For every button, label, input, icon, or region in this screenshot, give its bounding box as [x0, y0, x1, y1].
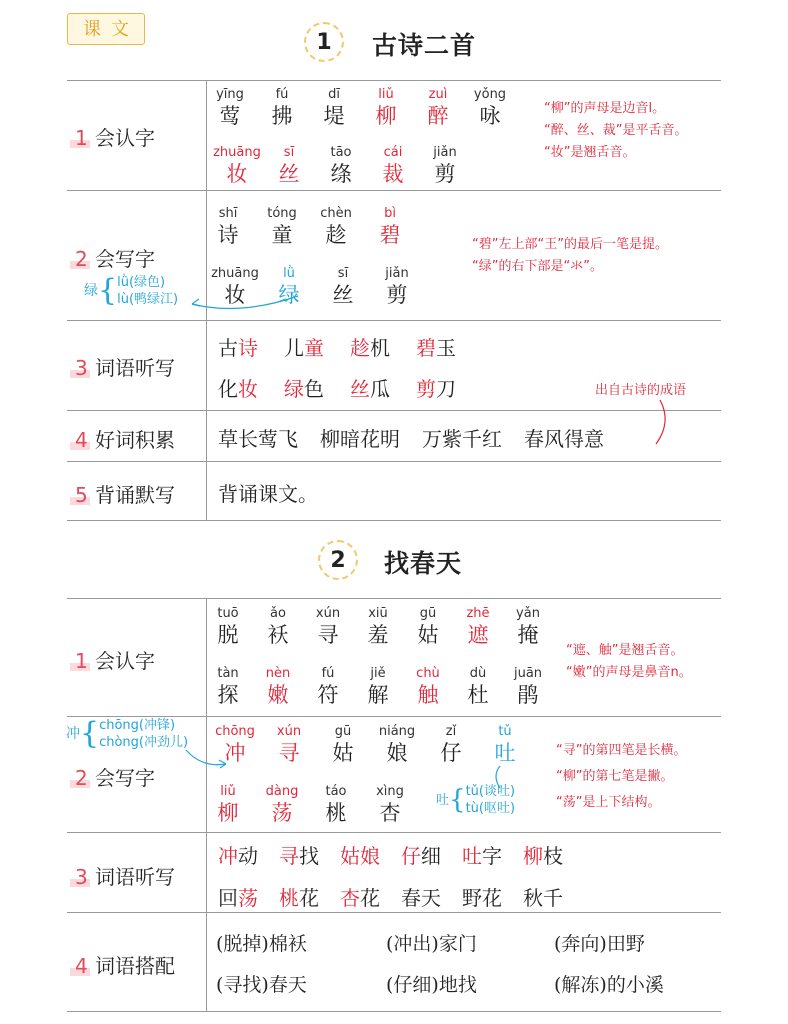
hanzi: 柳 [217, 801, 239, 825]
pinyin: zhuāng [211, 266, 259, 281]
char-cell [413, 86, 463, 129]
pinyin: dàng [265, 784, 299, 799]
pinyin: yīng [216, 87, 244, 102]
char-cell [257, 86, 307, 129]
table-rule [67, 832, 721, 833]
hanzi: 鹃 [517, 683, 539, 707]
pinyin: xìng [376, 784, 404, 799]
char-cell [426, 723, 476, 766]
word-char: 姑 [340, 844, 360, 868]
char-cell [303, 605, 353, 648]
pinyin: xún [276, 724, 302, 739]
lesson-number: 1 [304, 22, 344, 62]
hanzi: 遮 [467, 623, 489, 647]
note-text: “绿”的右下部是“氺”。 [472, 259, 603, 274]
hanzi: 丝 [278, 162, 300, 186]
char-cell [372, 723, 422, 766]
recite-text: 背诵课文。 [218, 482, 318, 506]
hanzi: 嫩 [267, 683, 289, 707]
match-item: (冲出)家门 [386, 933, 477, 955]
word-char: 色 [304, 377, 324, 401]
word [218, 373, 258, 402]
word-char: 童 [304, 336, 324, 360]
word-char: 瓜 [370, 377, 390, 401]
hanzi: 探 [217, 683, 239, 707]
char-cell [353, 605, 403, 648]
polyphone-reading: tù(呕吐) [465, 801, 516, 816]
word-char: 古 [218, 336, 238, 360]
word-char: 绿 [284, 377, 304, 401]
char-cell [205, 86, 255, 129]
word: 万紫千红 [422, 427, 502, 451]
pinyin: sī [337, 266, 349, 281]
char-cell [420, 144, 470, 187]
hanzi: 柳 [375, 104, 397, 128]
char-cell [203, 665, 253, 708]
word-char: 妆 [238, 377, 258, 401]
word-line [218, 423, 604, 452]
word-char: 字 [482, 844, 502, 868]
pinyin: tāo [330, 145, 352, 160]
pinyin: táo [325, 784, 347, 799]
word [523, 882, 563, 911]
hanzi: 荡 [271, 801, 293, 825]
pinyin: nèn [265, 666, 291, 681]
char-line [203, 605, 553, 648]
word-char: 枝 [543, 844, 563, 868]
hanzi: 拂 [271, 104, 293, 128]
note-box [544, 98, 687, 164]
word [350, 373, 390, 402]
note-text: “寻”的第四笔是长横。 [556, 743, 687, 758]
polyphone-reading: lù(鸭绿江) [117, 292, 179, 307]
word [284, 332, 324, 361]
pinyin: zuì [428, 87, 448, 102]
char-cell [203, 605, 253, 648]
hanzi: 裁 [382, 162, 404, 186]
pinyin: zǐ [445, 724, 457, 739]
word: 草长莺飞 [218, 427, 298, 451]
pinyin: lǜ [283, 266, 295, 281]
row-label: 1 会认字 [75, 649, 155, 673]
match-item: (脱掉)棉袄 [216, 933, 307, 955]
table-rule [67, 320, 721, 321]
word-char: 天 [421, 886, 441, 910]
pinyin: niáng [378, 724, 416, 739]
char-cell [311, 783, 361, 826]
table-rule [67, 410, 721, 411]
table-rule [67, 520, 721, 521]
polyphone-reading: tǔ(谈吐) [465, 784, 516, 799]
row-label: 3 词语听写 [75, 865, 175, 889]
hanzi: 羞 [367, 623, 389, 647]
match-item: (奔向)田野 [554, 933, 645, 955]
char-cell [365, 205, 415, 248]
pinyin: tuō [217, 606, 239, 621]
table-rule [67, 80, 721, 81]
note-text: “妆”是翘舌音。 [544, 145, 636, 160]
hanzi: 童 [271, 223, 293, 247]
char-cell [453, 605, 503, 648]
note-text: “嫩”的声母是鼻音n。 [566, 665, 692, 680]
pinyin: dī [328, 87, 340, 102]
pinyin: chōng [215, 724, 255, 739]
pinyin: tǔ [498, 724, 512, 739]
char-cell [311, 205, 361, 248]
word [340, 840, 380, 869]
word-char: 玉 [436, 336, 456, 360]
brace-icon: { [80, 716, 100, 751]
hanzi: 寻 [317, 623, 339, 647]
char-cell [403, 605, 453, 648]
pinyin: yǎn [516, 606, 540, 621]
row-label: 1 会认字 [75, 126, 155, 150]
row-label: 2 会写字 [75, 766, 155, 790]
pinyin: gū [334, 724, 352, 739]
char-cell [316, 144, 366, 187]
char-cell [361, 86, 411, 129]
brace-icon: { [449, 785, 466, 815]
word-char: 动 [238, 844, 258, 868]
word [284, 373, 324, 402]
hanzi: 醉 [427, 104, 449, 128]
char-cell [503, 665, 553, 708]
lesson-title: 找春天 [384, 549, 463, 578]
pinyin: jiǎn [385, 266, 409, 281]
hanzi: 符 [317, 683, 339, 707]
word-char: 寻 [279, 844, 299, 868]
word-char: 化 [218, 377, 238, 401]
word-char: 花 [360, 886, 380, 910]
hanzi: 妆 [224, 283, 246, 307]
polyphone-note [66, 717, 188, 751]
char-cell [212, 144, 262, 187]
pinyin: sī [283, 145, 295, 160]
char-cell [318, 723, 368, 766]
hanzi: 解 [367, 683, 389, 707]
char-cell [503, 605, 553, 648]
table-rule [67, 190, 721, 191]
word [218, 332, 258, 361]
hanzi: 堤 [323, 104, 345, 128]
note-box [556, 740, 686, 814]
word [416, 373, 456, 402]
note-text: “柳”的第七笔是撇。 [556, 769, 674, 784]
row-label: 2 会写字 [75, 247, 155, 271]
hanzi: 绦 [330, 162, 352, 186]
row-label: 3 词语听写 [75, 356, 175, 380]
pinyin: bì [384, 206, 396, 221]
note-text: 出自古诗的成语 [595, 383, 687, 398]
match-item: (仔细)地找 [386, 974, 477, 996]
word-char: 仔 [401, 844, 421, 868]
pinyin: zhē [466, 606, 490, 621]
word-line [218, 840, 584, 869]
word-char: 娘 [360, 844, 380, 868]
polyphone-reading: chōng(冲锋) [99, 718, 176, 733]
word-char: 野 [462, 886, 482, 910]
word-char: 冲 [218, 844, 238, 868]
word-line [218, 882, 584, 911]
word-line [218, 332, 482, 361]
char-cell [257, 205, 307, 248]
word [401, 840, 441, 869]
hanzi: 妆 [226, 162, 248, 186]
char-line [203, 205, 419, 248]
word [279, 840, 319, 869]
pinyin: shī [218, 206, 238, 221]
match-line [216, 970, 664, 997]
table-rule [67, 461, 721, 462]
lesson-title: 古诗二首 [372, 31, 477, 60]
char-cell [257, 783, 307, 826]
pinyin: zhuāng [213, 145, 261, 160]
word-char: 刀 [436, 377, 456, 401]
pinyin: xún [315, 606, 341, 621]
hanzi: 姑 [417, 623, 439, 647]
word-char: 柳 [523, 844, 543, 868]
word [462, 840, 502, 869]
hanzi: 剪 [386, 283, 408, 307]
note-text: “遮、触”是翘舌音。 [566, 643, 684, 658]
hanzi: 趁 [325, 223, 347, 247]
polyphone-note [84, 274, 178, 308]
hanzi: 冲 [224, 741, 246, 765]
word [350, 332, 390, 361]
hanzi: 丝 [332, 283, 354, 307]
pinyin: tàn [217, 666, 239, 681]
table-rule [67, 598, 721, 599]
table-rule [67, 1011, 721, 1012]
note-text: “柳”的声母是边音l。 [544, 101, 666, 116]
char-cell [264, 144, 314, 187]
word-line [218, 373, 482, 402]
char-cell [318, 265, 368, 308]
polyphone-char: 绿 [84, 282, 98, 299]
note-box [566, 640, 692, 684]
pinyin: liǔ [378, 87, 394, 102]
word [401, 882, 441, 911]
word: 春风得意 [524, 427, 604, 451]
word-char: 剪 [416, 377, 436, 401]
word-char: 找 [299, 844, 319, 868]
hanzi: 杏 [379, 801, 401, 825]
hanzi: 碧 [379, 223, 401, 247]
word [218, 882, 258, 911]
char-cell [403, 665, 453, 708]
char-line [212, 144, 472, 187]
char-line [210, 723, 534, 766]
word-char: 秋 [523, 886, 543, 910]
char-cell [453, 665, 503, 708]
char-cell [365, 783, 415, 826]
hanzi: 绿 [278, 283, 300, 307]
match-item: (寻找)春天 [216, 974, 307, 996]
char-cell [465, 86, 515, 129]
polyphone-char: 冲 [66, 725, 80, 742]
hanzi: 姑 [332, 741, 354, 765]
arrow-icon [182, 748, 232, 770]
word-char: 千 [543, 886, 563, 910]
word-char: 花 [299, 886, 319, 910]
word-char: 机 [370, 336, 390, 360]
hanzi: 诗 [217, 223, 239, 247]
word-char: 趁 [350, 336, 370, 360]
char-cell [253, 605, 303, 648]
pinyin: tóng [267, 206, 297, 221]
word-char: 碧 [416, 336, 436, 360]
hanzi: 杜 [467, 683, 489, 707]
polyphone-note [436, 783, 515, 817]
pinyin: jiě [370, 666, 386, 681]
note-text: “碧”左上部“王”的最后一笔是提。 [472, 237, 668, 252]
char-cell [368, 144, 418, 187]
char-cell [203, 783, 253, 826]
pinyin: cái [383, 145, 403, 160]
char-cell [264, 723, 314, 766]
hanzi: 袄 [267, 623, 289, 647]
word-char: 细 [421, 844, 441, 868]
note-text: “荡”是上下结构。 [556, 795, 661, 810]
table-rule [67, 912, 721, 913]
word-char: 诗 [238, 336, 258, 360]
word [340, 882, 380, 911]
char-line [205, 86, 517, 129]
row-label: 4 好词积累 [75, 428, 175, 452]
hanzi: 咏 [479, 104, 501, 128]
lesson-number: 2 [318, 540, 358, 580]
word-char: 杏 [340, 886, 360, 910]
word [218, 840, 258, 869]
hanzi: 寻 [278, 741, 300, 765]
char-cell [203, 205, 253, 248]
pinyin: ǎo [270, 606, 286, 621]
pinyin: liǔ [220, 784, 236, 799]
pinyin: dù [469, 666, 487, 681]
note-text: “醉、丝、裁”是平舌音。 [544, 123, 688, 138]
section-badge: 课文 [67, 13, 145, 45]
hanzi: 掩 [517, 623, 539, 647]
pinyin: juān [513, 666, 543, 681]
word [523, 840, 563, 869]
word: 柳暗花明 [320, 427, 400, 451]
hanzi: 桃 [325, 801, 347, 825]
polyphone-char: 吐 [436, 792, 450, 808]
word-char: 吐 [462, 844, 482, 868]
match-line [216, 929, 645, 956]
brace-icon: { [98, 273, 118, 308]
char-cell [309, 86, 359, 129]
word [462, 882, 502, 911]
char-line [203, 665, 553, 708]
pinyin: xiū [368, 606, 388, 621]
pinyin: jiǎn [433, 145, 457, 160]
hanzi: 莺 [219, 104, 241, 128]
hanzi: 娘 [386, 741, 408, 765]
hanzi: 吐 [494, 741, 516, 765]
word-char: 春 [401, 886, 421, 910]
arrow-icon [640, 398, 680, 450]
word [279, 882, 319, 911]
pinyin: fú [321, 666, 335, 681]
row-label: 5 背诵默写 [75, 483, 175, 507]
word [416, 332, 456, 361]
polyphone-reading: lǜ(绿色) [117, 275, 166, 290]
char-cell [353, 665, 403, 708]
hanzi: 剪 [434, 162, 456, 186]
char-cell [253, 665, 303, 708]
pinyin: chèn [320, 206, 352, 221]
char-cell [303, 665, 353, 708]
arrow-icon [180, 290, 310, 314]
pinyin: gū [419, 606, 437, 621]
word-char: 儿 [284, 336, 304, 360]
polyphone-reading: chòng(冲劲儿) [99, 735, 189, 750]
char-cell [372, 265, 422, 308]
word-char: 回 [218, 886, 238, 910]
note-box [472, 234, 668, 278]
word-char: 荡 [238, 886, 258, 910]
char-cell [480, 723, 530, 766]
word-char: 桃 [279, 886, 299, 910]
word-char: 花 [482, 886, 502, 910]
hanzi: 仔 [440, 741, 462, 765]
char-line [203, 783, 419, 826]
pinyin: fú [275, 87, 289, 102]
word-char: 丝 [350, 377, 370, 401]
pinyin: chù [416, 666, 440, 681]
match-item: (解冻)的小溪 [554, 974, 664, 996]
row-label: 4 词语搭配 [75, 954, 175, 978]
hanzi: 脱 [217, 623, 239, 647]
hanzi: 触 [417, 683, 439, 707]
pinyin: yǒng [473, 87, 507, 102]
